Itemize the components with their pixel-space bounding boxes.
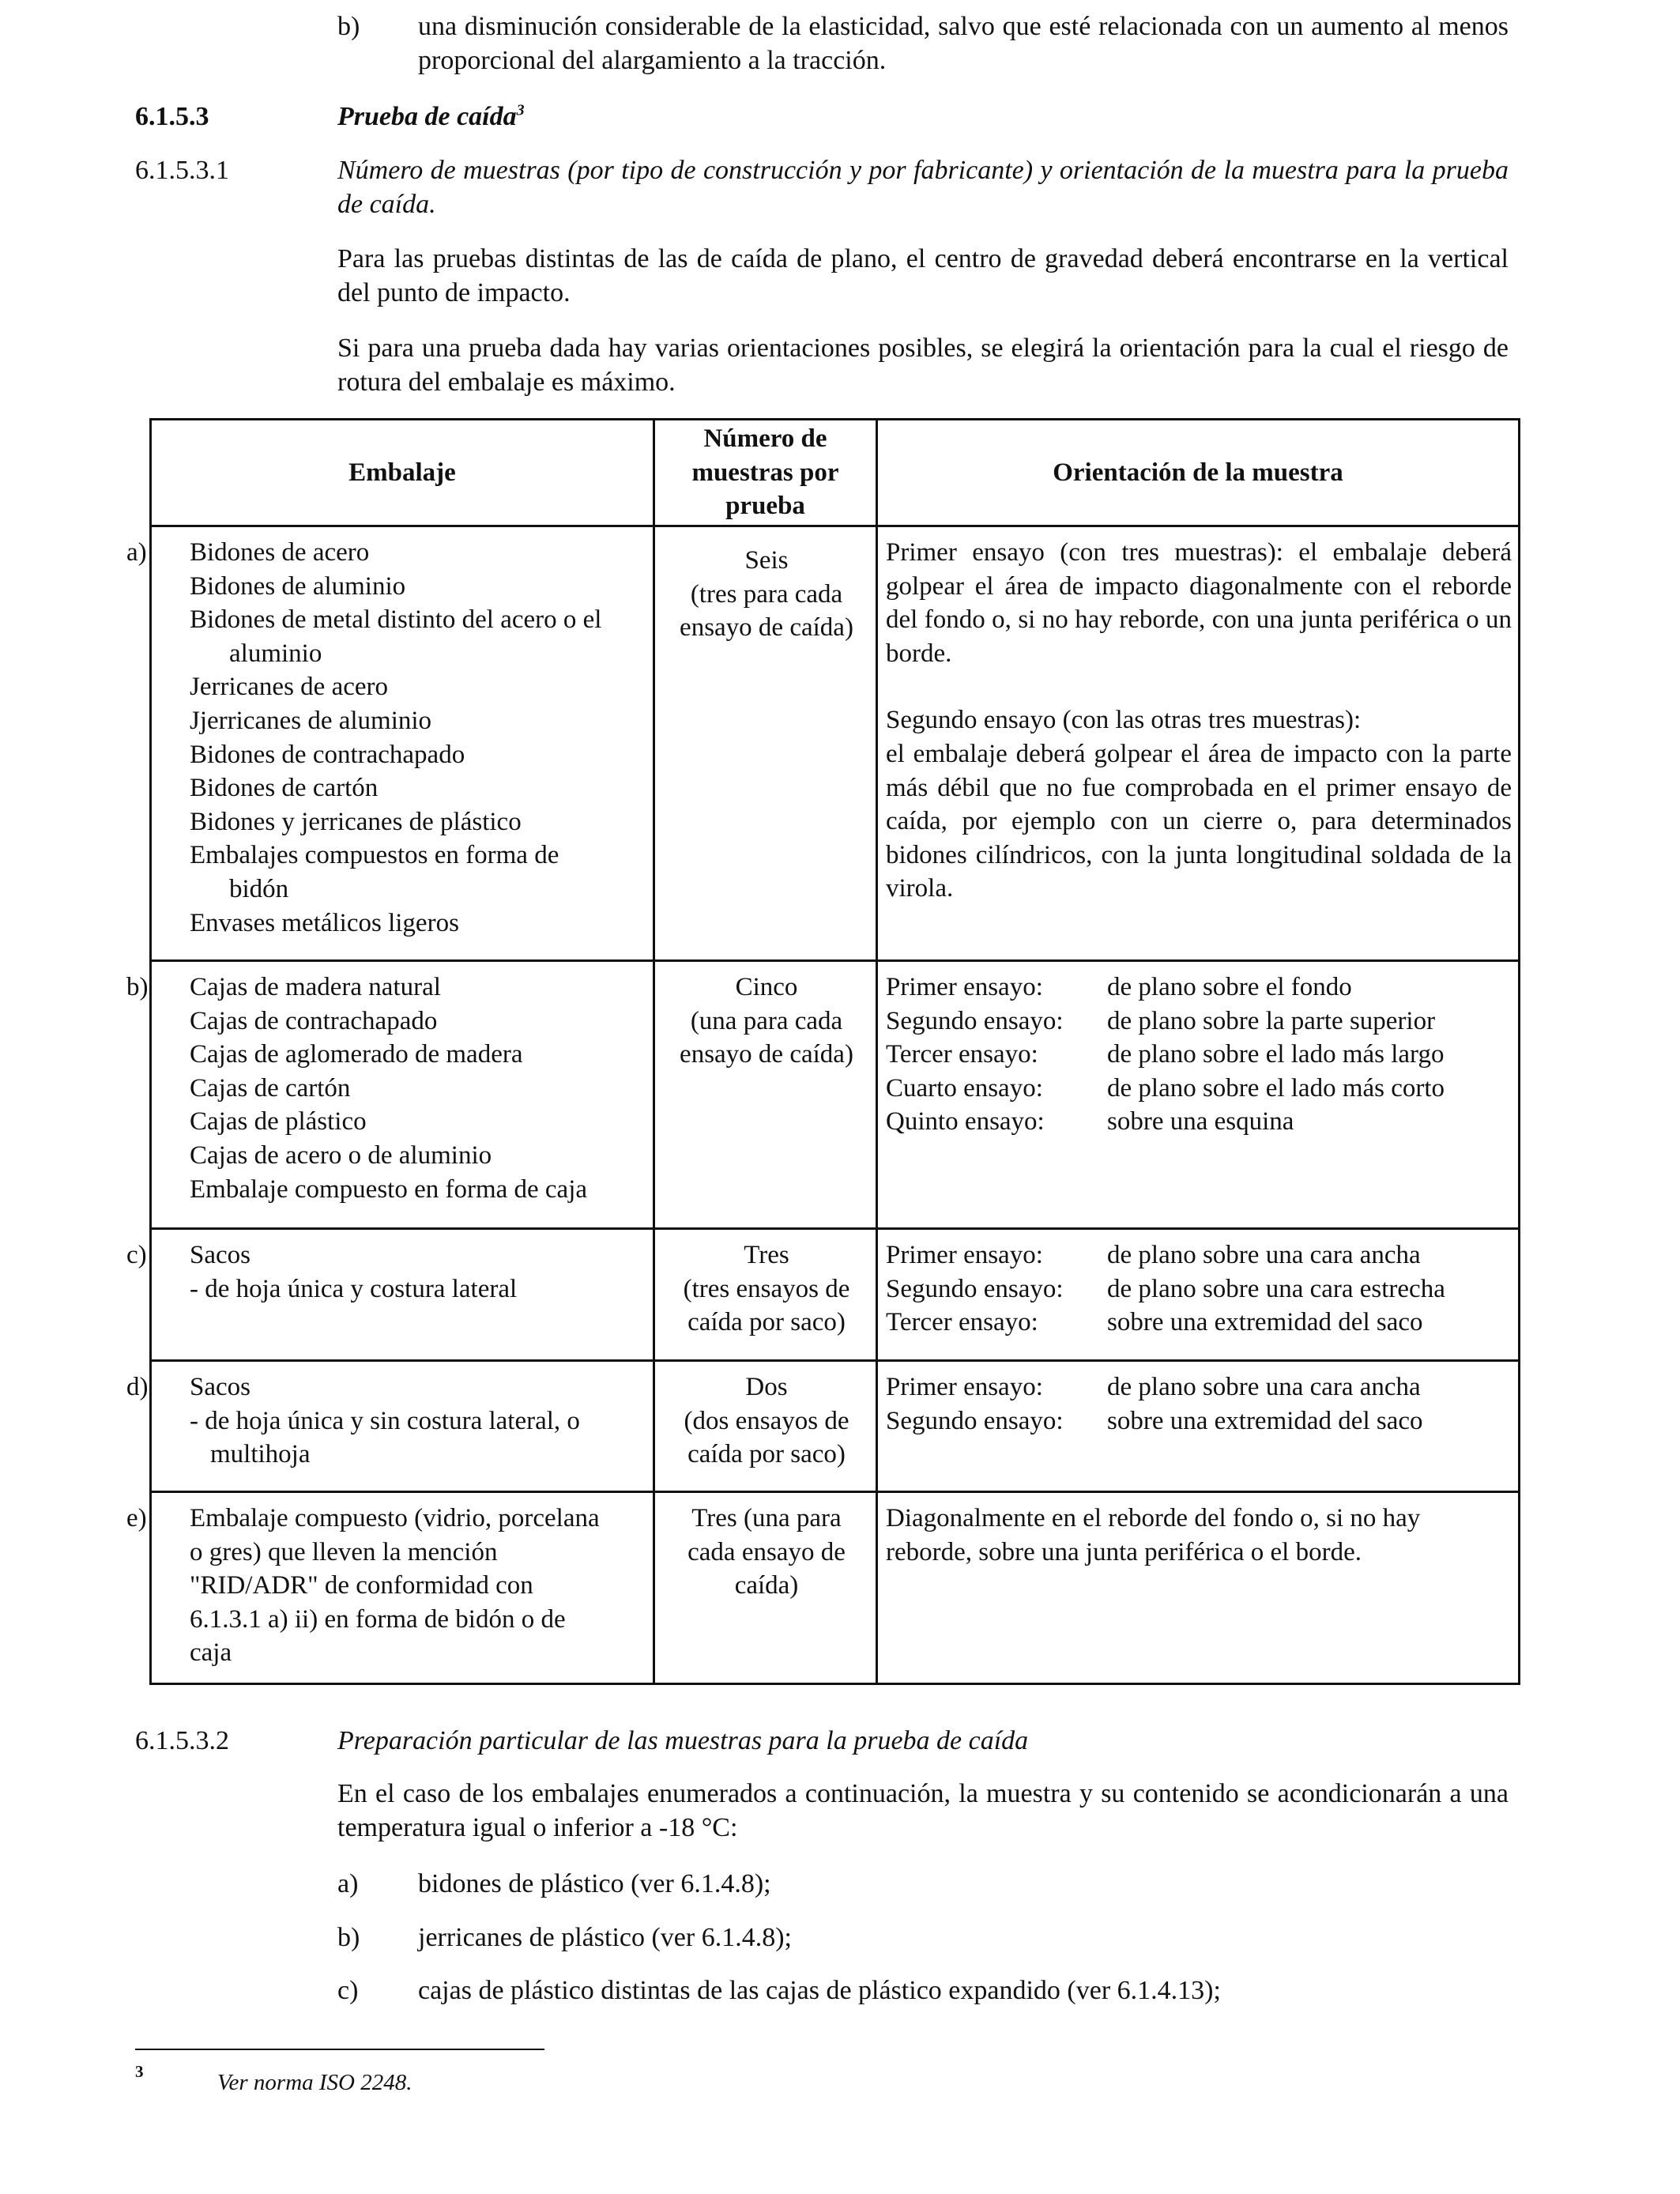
packaging-item: - de hoja única y sin costura lateral, o (190, 1406, 580, 1435)
orientation-text: Diagonalmente en el reborde del fondo o, si no hay (886, 1504, 1421, 1532)
footnote-ref: 3 (516, 101, 525, 119)
table-header-packaging: Embalaje (348, 458, 456, 487)
packaging-item: Sacos (190, 1241, 250, 1269)
test-label: Segundo ensayo: (886, 1406, 1064, 1435)
count-line: Tres (744, 1241, 789, 1269)
orientation-text: el embalaje deberá golpear el área de impacto con la parte más débil que no fue comprobada en el primer ensayo de caída, por ejemplo con un cierre o, para determinados bidones cilíndricos, con la junta longitudinal soldada de la virola. (886, 739, 1512, 903)
test-value: de plano sobre una cara ancha (1107, 1373, 1421, 1401)
table-row-c-packaging (126, 1238, 653, 1306)
test-label: Quinto ensayo: (886, 1107, 1045, 1137)
packaging-item: Bidones de metal distinto del acero o el (190, 605, 602, 635)
packaging-item: "RID/ADR" de conformidad con (190, 1571, 533, 1600)
table-divider (152, 525, 1518, 527)
section-title (337, 100, 525, 134)
drop-test-table (126, 418, 1520, 1685)
list-label: a) (337, 1869, 359, 1898)
test-label: Primer ensayo: (886, 973, 1043, 1001)
test-label: Segundo ensayo: (886, 1006, 1064, 1035)
test-label: Primer ensayo: (886, 1241, 1043, 1269)
section-number: 6.1.5.3 (135, 102, 209, 131)
count-line: (una para cada (690, 1006, 843, 1035)
count-line: Tres (una para (691, 1504, 842, 1532)
test-value: de plano sobre la parte superior (1107, 1006, 1436, 1035)
table-row-a-packaging (126, 536, 653, 940)
paragraph: Para las pruebas distintas de las de caída de plano, el centro de gravedad deberá encontrarse en la vertical del punto de impacto. (337, 244, 1509, 307)
table-divider (152, 959, 1518, 962)
table-divider (653, 420, 655, 1683)
paragraph: En el caso de los embalajes enumerados a continuación, la muestra y su contenido se acondicionarán a una temperatura igual o inferior a -18 °C: (337, 1779, 1509, 1842)
packaging-item: Envases metálicos ligeros (190, 908, 459, 937)
subsection-number: 6.1.5.3.2 (135, 1726, 229, 1755)
packaging-item: Cajas de cartón (190, 1073, 351, 1103)
test-value: de plano sobre una cara ancha (1107, 1241, 1421, 1269)
test-label: Cuarto ensayo: (886, 1073, 1043, 1103)
packaging-item: Cajas de madera natural (190, 973, 441, 1001)
test-label: Tercer ensayo: (886, 1308, 1038, 1337)
count-line: ensayo de caída) (680, 1040, 853, 1069)
table-row-b-count (657, 971, 876, 1072)
table-row-d-packaging (126, 1370, 653, 1472)
header-line: Número de (703, 424, 827, 454)
table-row-d-count (657, 1370, 876, 1472)
packaging-item: caja (190, 1638, 232, 1668)
footnote-separator (135, 2049, 544, 2050)
list-text: bidones de plástico (ver 6.1.4.8); (418, 1869, 771, 1898)
packaging-item: Embalaje compuesto (vidrio, porcelana (190, 1504, 600, 1532)
table-row-a-orientation (886, 536, 1512, 906)
paragraph: Si para una prueba dada hay varias orientaciones posibles, se elegirá la orientación para la cual el riesgo de rotura del embalaje es máximo. (337, 334, 1509, 397)
packaging-item: multihoja (210, 1440, 311, 1469)
list-text: cajas de plástico distintas de las cajas de plástico expandido (ver 6.1.4.13); (418, 1976, 1221, 2005)
table-divider (152, 1491, 1518, 1493)
section-title-text: Prueba de caída (337, 102, 517, 131)
packaging-item: Bidones de cartón (190, 774, 379, 803)
test-label: Segundo ensayo: (886, 1274, 1064, 1303)
count-line: (tres ensayos de (683, 1274, 850, 1303)
test-value: de plano sobre el lado más largo (1107, 1040, 1445, 1069)
orientation-pair (886, 971, 1512, 1005)
footnote-text: Ver norma ISO 2248. (217, 2070, 412, 2095)
orientation-pair (886, 1306, 1512, 1340)
packaging-item: Jerricanes de acero (190, 673, 388, 702)
table-row-e-count (657, 1502, 876, 1603)
packaging-item: Bidones de contrachapado (190, 740, 465, 769)
subsection-title: Número de muestras (por tipo de construcción y por fabricante) y orientación de la muestra para la prueba de caída. (337, 156, 1509, 219)
table-row-e-packaging (126, 1502, 653, 1670)
packaging-item: Cajas de contrachapado (190, 1006, 438, 1035)
table-row-e-orientation (886, 1502, 1512, 1569)
test-value: de plano sobre el fondo (1107, 973, 1352, 1001)
packaging-item: Jjerricanes de aluminio (190, 706, 432, 735)
list-label: c) (337, 1976, 359, 2005)
orientation-pair (886, 1370, 1512, 1404)
packaging-item: Bidones de acero (190, 538, 370, 567)
orientation-pair (886, 1404, 1512, 1438)
packaging-item: Bidones de aluminio (190, 571, 406, 601)
count-line: ensayo de caída) (680, 613, 853, 643)
orientation-pair (886, 1272, 1512, 1306)
header-line: muestras por (691, 458, 839, 487)
table-row-b-orientation (886, 971, 1512, 1139)
list-text: jerricanes de plástico (ver 6.1.4.8); (418, 1923, 792, 1952)
packaging-item: - de hoja única y costura lateral (190, 1274, 518, 1303)
packaging-item: aluminio (229, 639, 322, 668)
orientation-pair (886, 1105, 1512, 1139)
test-value: sobre una esquina (1107, 1107, 1294, 1137)
footnote-number: 3 (135, 2062, 144, 2081)
count-line: caída por saco) (687, 1440, 846, 1469)
row-lead: b) (126, 973, 149, 1001)
packaging-item: Embalajes compuestos en forma de (190, 841, 559, 870)
packaging-item: Sacos (190, 1373, 250, 1401)
packaging-item: Bidones y jerricanes de plástico (190, 807, 522, 836)
table-divider (876, 420, 878, 1683)
orientation-text: reborde, sobre una junta periférica o el borde. (886, 1537, 1362, 1566)
table-row-c-count (657, 1238, 876, 1340)
table-row-b-packaging (126, 971, 653, 1206)
test-label: Tercer ensayo: (886, 1040, 1038, 1069)
table-row-d-orientation (886, 1370, 1512, 1438)
table-row-c-orientation (886, 1238, 1512, 1340)
packaging-item: Embalaje compuesto en forma de caja (190, 1174, 588, 1204)
orientation-pair (886, 1005, 1512, 1039)
test-value: de plano sobre una cara estrecha (1107, 1274, 1445, 1303)
count-line: caída) (734, 1571, 799, 1600)
orientation-text: Segundo ensayo (con las otras tres muestras): (886, 706, 1362, 735)
table-divider (152, 1227, 1518, 1230)
test-value: sobre una extremidad del saco (1107, 1406, 1423, 1435)
row-lead: e) (126, 1504, 147, 1532)
count-line: (dos ensayos de (684, 1406, 849, 1435)
row-lead: a) (126, 538, 147, 567)
orientation-pair (886, 1238, 1512, 1272)
packaging-item: Cajas de aglomerado de madera (190, 1040, 523, 1069)
header-line: prueba (725, 492, 805, 521)
list-label: b) (337, 1923, 360, 1952)
packaging-item: Cajas de acero o de aluminio (190, 1140, 492, 1170)
row-lead: d) (126, 1373, 149, 1401)
packaging-item: o gres) que lleven la mención (190, 1537, 498, 1566)
count-line: cada ensayo de (687, 1537, 846, 1566)
count-line: Dos (745, 1373, 788, 1401)
table-row-a-count (657, 544, 876, 645)
count-line: Seis (744, 546, 789, 575)
orientation-pair (886, 1072, 1512, 1106)
test-value: sobre una extremidad del saco (1107, 1308, 1423, 1337)
table-header-samples (655, 420, 876, 525)
packaging-item: Cajas de plástico (190, 1107, 367, 1137)
row-lead: c) (126, 1241, 147, 1269)
subsection-number: 6.1.5.3.1 (135, 156, 229, 185)
list-text-b: una disminución considerable de la elasticidad, salvo que esté relacionada con un aumento al menos proporcional del alargamiento a la tracción. (418, 12, 1509, 75)
count-line: Cinco (735, 973, 798, 1001)
table-divider (152, 1359, 1518, 1362)
packaging-item: 6.1.3.1 a) ii) en forma de bidón o de (190, 1604, 566, 1634)
count-line: caída por saco) (687, 1308, 846, 1337)
list-label-b: b) (337, 12, 360, 41)
test-label: Primer ensayo: (886, 1373, 1043, 1401)
table-header-orientation: Orientación de la muestra (1053, 458, 1343, 487)
orientation-text: Primer ensayo (con tres muestras): el embalaje deberá golpear el área de impacto diagonalmente con el reborde del fondo o, si no hay reborde, con una junta periférica o un borde. (886, 538, 1512, 668)
orientation-pair (886, 1038, 1512, 1072)
subsection-title: Preparación particular de las muestras para la prueba de caída (337, 1726, 1029, 1755)
count-line: (tres para cada (690, 579, 843, 609)
packaging-item: bidón (229, 874, 289, 903)
test-value: de plano sobre el lado más corto (1107, 1073, 1445, 1103)
